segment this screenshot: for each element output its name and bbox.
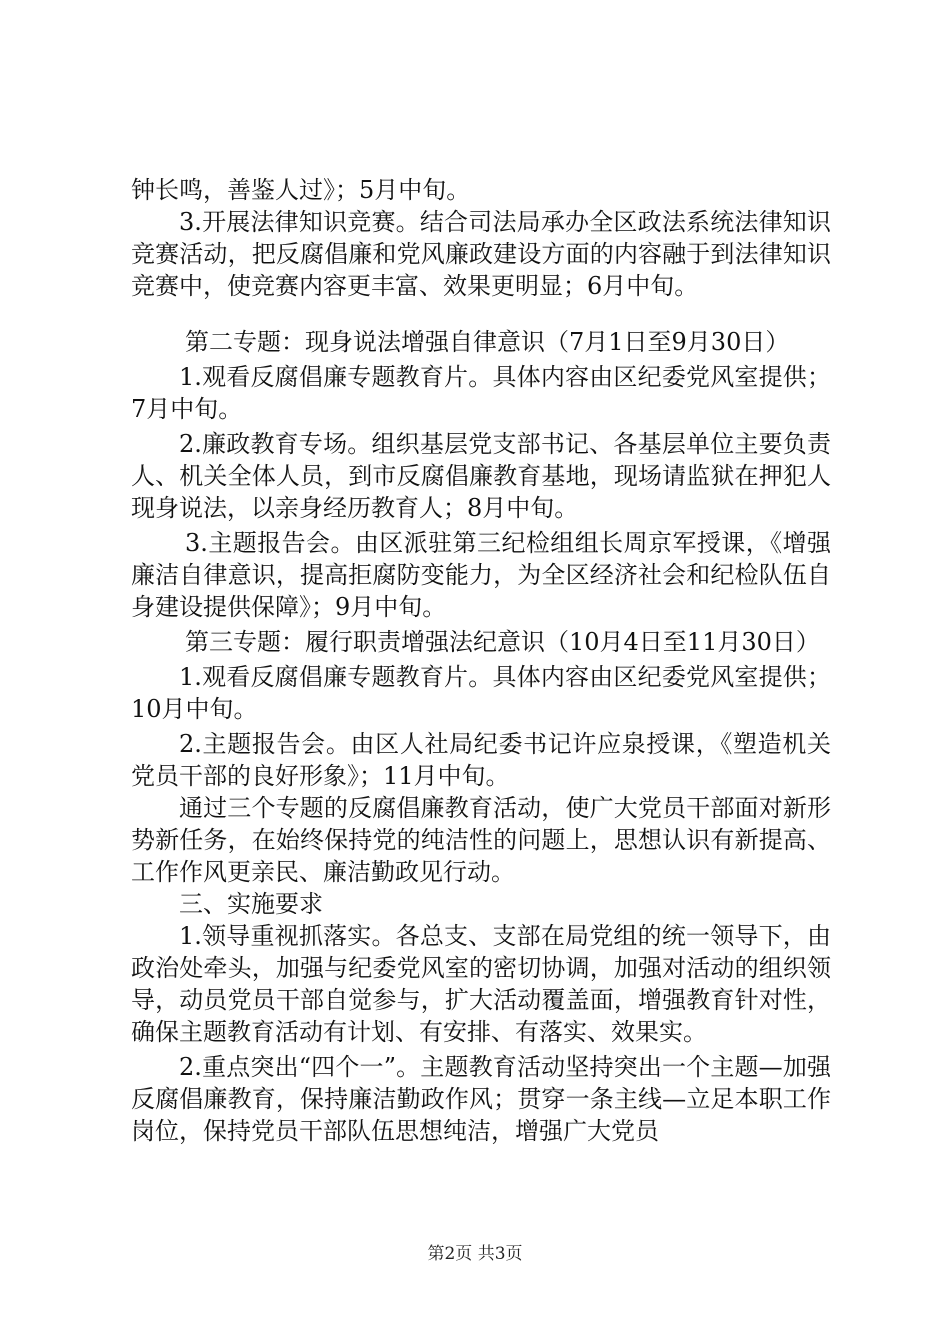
paragraph-topic-two-item-3: 3.主题报告会。由区派驻第三纪检组组长周京军授课，《增强廉洁自律意识，提高拒腐防变能力，为全区经济社会和纪检队伍自身建设提供保障》；9月中旬。 [131, 529, 831, 621]
section-heading-topic-three: 第三专题：履行职责增强法纪意识（10月4日至11月30日） [185, 628, 820, 656]
paragraph-summary: 通过三个专题的反腐倡廉教育活动，使广大党员干部面对新形势新任务，在始终保持党的纯洁性的问题上，思想认识有新提高、工作作风更亲民、廉洁勤政见行动。 [131, 794, 831, 886]
page-number-footer: 第2页 共3页 [427, 1244, 523, 1264]
section-heading-topic-two: 第二专题：现身说法增强自律意识（7月1日至9月30日） [185, 328, 790, 356]
paragraph-requirement-2: 2.重点突出“四个一”。主题教育活动坚持突出一个主题—加强反腐倡廉教育，保持廉洁勤政作风；贯穿一条主线—立足本职工作岗位，保持党员干部队伍思想纯洁，增强广大党员 [131, 1053, 831, 1145]
paragraph-topic-two-item-1: 1.观看反腐倡廉专题教育片。具体内容由区纪委党风室提供；7月中旬。 [131, 363, 831, 423]
section-heading-requirements: 三、实施要求 [179, 890, 323, 918]
paragraph-law-contest: 3.开展法律知识竞赛。结合司法局承办全区政法系统法律知识竞赛活动，把反腐倡廉和党风廉政建设方面的内容融于到法律知识竞赛中，使竞赛内容更丰富、效果更明显；6月中旬。 [131, 208, 831, 300]
paragraph-requirement-1: 1.领导重视抓落实。各总支、支部在局党组的统一领导下，由政治处牵头，加强与纪委党风室的密切协调，加强对活动的组织领导，动员党员干部自觉参与，扩大活动覆盖面，增强教育针对性，确保主题教育活动有计划、有安排、有落实、效果实。 [131, 922, 831, 1046]
paragraph-topic-three-item-1: 1.观看反腐倡廉专题教育片。具体内容由区纪委党风室提供；10月中旬。 [131, 663, 831, 723]
paragraph-topic-two-item-2: 2.廉政教育专场。组织基层党支部书记、各基层单位主要负责人、机关全体人员，到市反腐倡廉教育基地，现场请监狱在押犯人现身说法，以亲身经历教育人；8月中旬。 [131, 430, 831, 522]
paragraph-topic-three-item-2: 2.主题报告会。由区人社局纪委书记许应泉授课，《塑造机关党员干部的良好形象》；11月中旬。 [131, 730, 831, 790]
document-body [131, 174, 831, 1147]
paragraph-continuation: 钟长鸣，善鉴人过》；5月中旬。 [131, 176, 471, 204]
